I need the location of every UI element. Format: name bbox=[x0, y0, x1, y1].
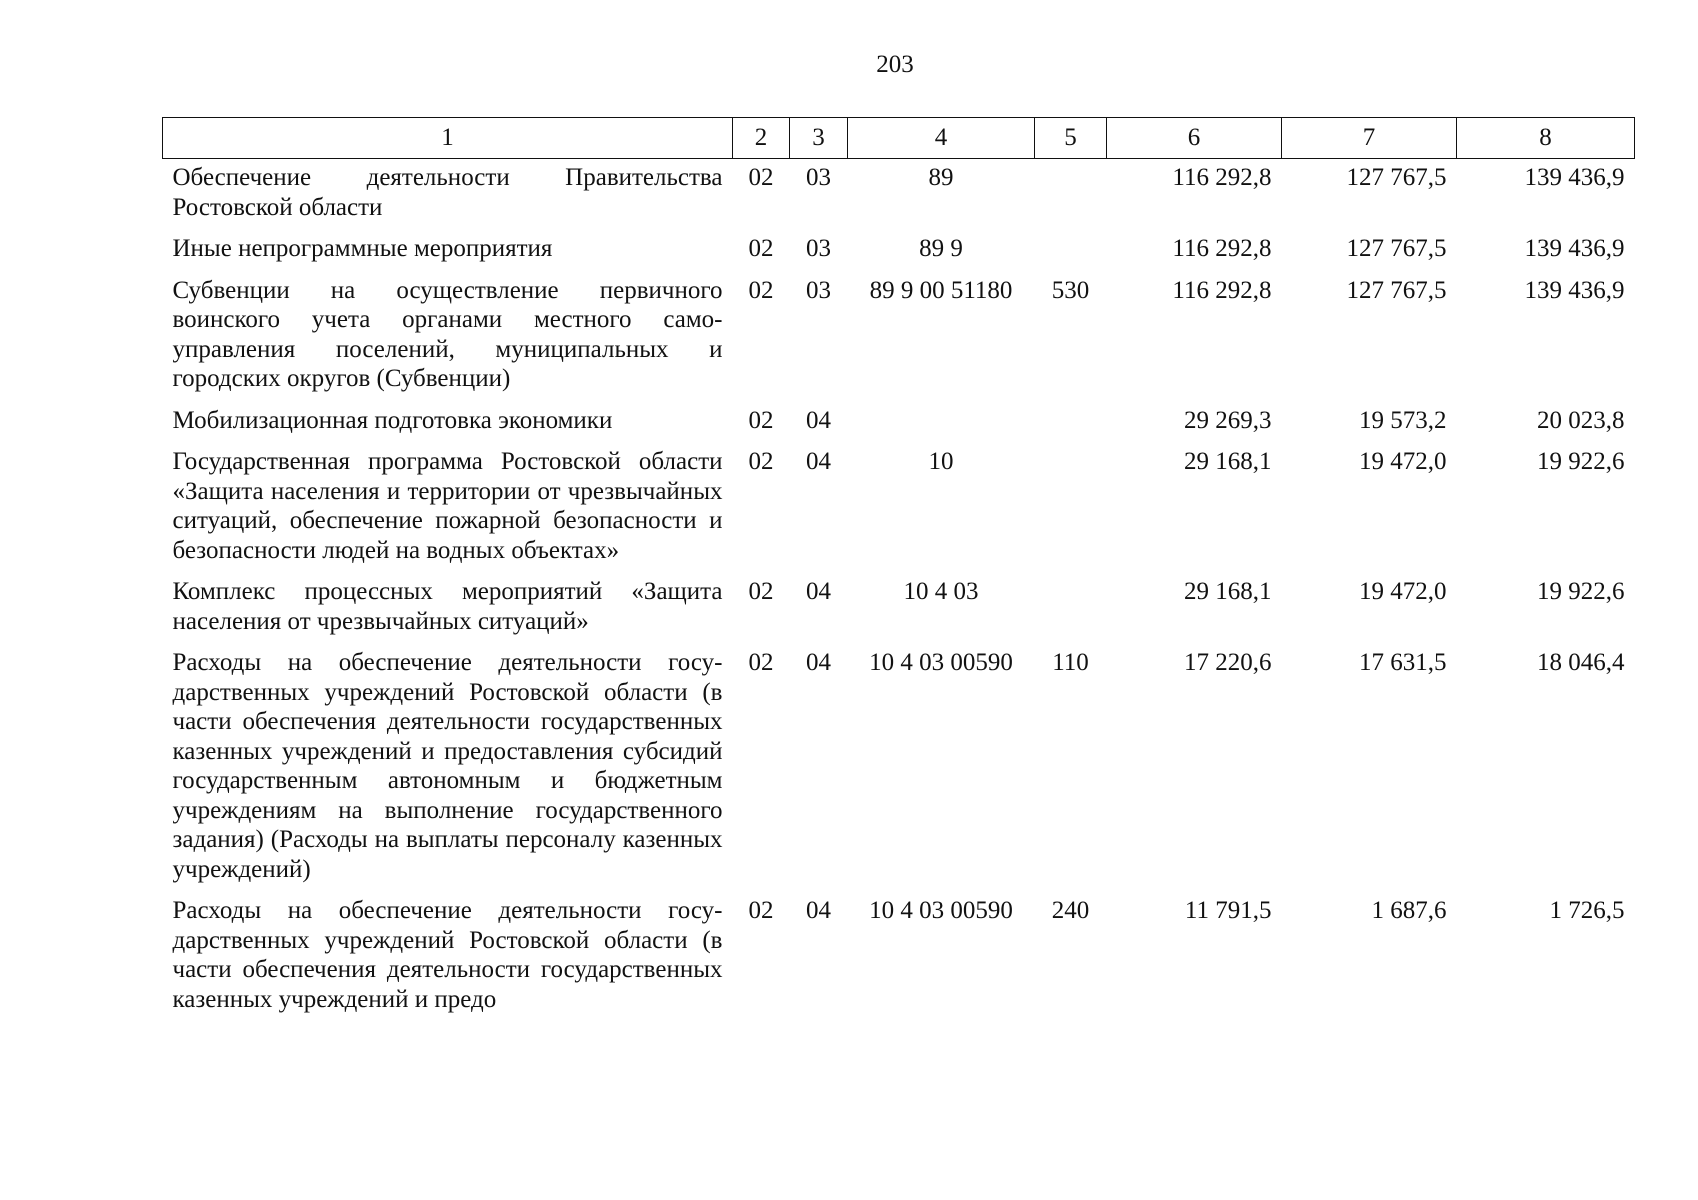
row-subsection-code: 04 bbox=[806, 406, 831, 434]
row-expense-type-code bbox=[1035, 406, 1107, 448]
column-header: 3 bbox=[790, 118, 848, 159]
row-name: Расходы на обеспечение деятельности государственных учреждений Ростовской области (в части обеспечения деятельности государственных казенных учреждений и предо bbox=[172, 897, 723, 1013]
row-expense-type-code bbox=[1035, 234, 1107, 276]
row-target-code: 89 9 00 51180 bbox=[869, 276, 1013, 304]
table-row bbox=[163, 276, 1635, 406]
row-amount-col8: 139 436,9 bbox=[1524, 164, 1625, 191]
table-header-row bbox=[163, 118, 1635, 159]
table-row bbox=[163, 577, 1635, 648]
column-header: 7 bbox=[1282, 118, 1457, 159]
row-amount-col8: 139 436,9 bbox=[1524, 276, 1625, 304]
table-row bbox=[163, 159, 1635, 235]
budget-table bbox=[162, 117, 1635, 1026]
row-target-code: 89 bbox=[928, 164, 954, 191]
row-amount-col6: 17 220,6 bbox=[1184, 649, 1272, 676]
row-target-code: 10 4 03 bbox=[903, 578, 979, 605]
row-expense-type-code bbox=[1035, 447, 1107, 577]
row-amount-col6: 29 168,1 bbox=[1184, 448, 1272, 475]
row-amount-col8: 139 436,9 bbox=[1524, 235, 1625, 262]
row-amount-col7: 127 767,5 bbox=[1346, 276, 1447, 304]
row-expense-type-code: 240 bbox=[1051, 897, 1090, 924]
row-subsection-code: 04 bbox=[806, 897, 831, 924]
column-header: 2 bbox=[733, 118, 790, 159]
row-name: Комплекс процессных мероприятий «Защита населения от чрезвычайных ситуаций» bbox=[172, 578, 723, 635]
column-header: 4 bbox=[848, 118, 1035, 159]
row-amount-col8: 1 726,5 bbox=[1549, 897, 1625, 924]
row-amount-col6: 29 168,1 bbox=[1184, 578, 1272, 605]
row-amount-col8: 19 922,6 bbox=[1537, 448, 1625, 475]
row-amount-col8: 18 046,4 bbox=[1537, 649, 1625, 676]
row-section-code: 02 bbox=[748, 578, 774, 605]
row-target-code: 89 9 bbox=[919, 235, 963, 262]
table-row bbox=[163, 406, 1635, 448]
row-subsection-code: 03 bbox=[806, 235, 831, 262]
row-expense-type-code bbox=[1035, 577, 1107, 648]
row-amount-col7: 19 573,2 bbox=[1359, 406, 1447, 434]
row-amount-col6: 116 292,8 bbox=[1172, 235, 1272, 262]
row-section-code: 02 bbox=[748, 448, 774, 475]
table-row bbox=[163, 447, 1635, 577]
table-row bbox=[163, 234, 1635, 276]
row-amount-col6: 116 292,8 bbox=[1172, 276, 1272, 304]
row-amount-col6: 29 269,3 bbox=[1184, 406, 1272, 434]
row-target-code bbox=[848, 406, 1035, 448]
row-amount-col7: 19 472,0 bbox=[1359, 448, 1447, 475]
row-subsection-code: 04 bbox=[806, 448, 831, 475]
row-amount-col8: 20 023,8 bbox=[1537, 406, 1625, 434]
row-amount-col7: 127 767,5 bbox=[1346, 164, 1447, 191]
row-amount-col7: 17 631,5 bbox=[1359, 649, 1447, 676]
row-target-code: 10 4 03 00590 bbox=[869, 649, 1013, 676]
row-subsection-code: 03 bbox=[806, 276, 831, 304]
column-header: 6 bbox=[1107, 118, 1282, 159]
row-section-code: 02 bbox=[748, 897, 774, 924]
row-section-code: 02 bbox=[748, 406, 774, 434]
page-number: 203 bbox=[876, 51, 914, 78]
row-amount-col7: 1 687,6 bbox=[1371, 897, 1447, 924]
row-section-code: 02 bbox=[748, 235, 774, 262]
row-amount-col7: 127 767,5 bbox=[1346, 235, 1447, 262]
row-subsection-code: 04 bbox=[806, 578, 831, 605]
row-expense-type-code: 110 bbox=[1052, 649, 1089, 676]
row-name: Государственная программа Ростовской области «Защита населения и территории от чрезвычайных ситуаций, обеспечение пожарной безопасности и безопасности людей на водных объектах» bbox=[172, 448, 723, 564]
row-amount-col7: 19 472,0 bbox=[1359, 578, 1447, 605]
row-amount-col8: 19 922,6 bbox=[1537, 578, 1625, 605]
row-expense-type-code: 530 bbox=[1051, 276, 1090, 304]
row-section-code: 02 bbox=[748, 649, 774, 676]
row-name: Обеспечение деятельности Правительства Ростовской области bbox=[172, 164, 723, 221]
row-section-code: 02 bbox=[748, 276, 774, 304]
row-name: Субвенции на осуществление первичного воинского учета органами местного самоуправления поселений, муниципальных и городских округов (Субвенции) bbox=[172, 276, 723, 392]
column-header: 8 bbox=[1457, 118, 1635, 159]
column-header: 5 bbox=[1035, 118, 1107, 159]
row-amount-col6: 11 791,5 bbox=[1184, 897, 1272, 924]
table-row bbox=[163, 896, 1635, 1026]
row-target-code: 10 4 03 00590 bbox=[869, 897, 1013, 924]
row-target-code: 10 bbox=[928, 448, 954, 475]
row-expense-type-code bbox=[1035, 159, 1107, 235]
row-section-code: 02 bbox=[748, 164, 774, 191]
row-subsection-code: 03 bbox=[806, 164, 831, 191]
row-name: Расходы на обеспечение деятельности государственных учреждений Ростовской области (в части обеспечения деятельности государственных казенных учреждений и предоставления субсидий государственным автономным и бюджетным учреждениям на выполнение государственного задания) (Расходы на выплаты персоналу казенных учреждений) bbox=[172, 649, 723, 883]
column-header: 1 bbox=[163, 118, 733, 159]
table-row bbox=[163, 648, 1635, 896]
row-name: Мобилизационная подготовка экономики bbox=[172, 406, 613, 434]
row-amount-col6: 116 292,8 bbox=[1172, 164, 1272, 191]
row-subsection-code: 04 bbox=[806, 649, 831, 676]
row-name: Иные непрограммные мероприятия bbox=[172, 235, 553, 262]
